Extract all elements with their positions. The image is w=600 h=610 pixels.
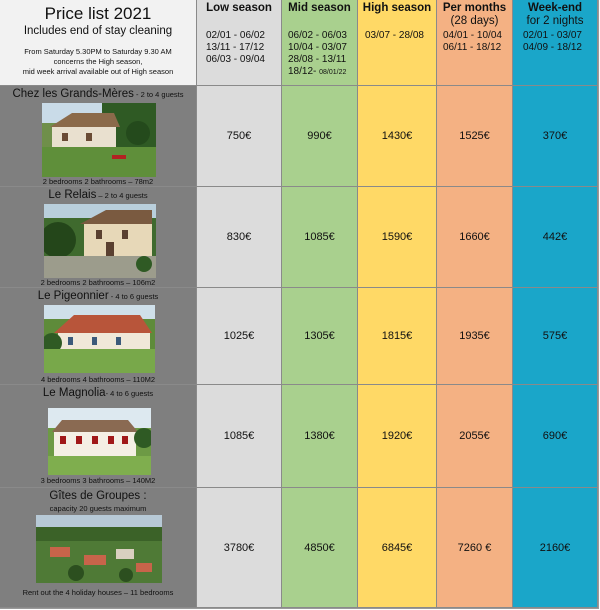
aerial-photo bbox=[36, 515, 162, 583]
price-cell: 6845€ bbox=[358, 488, 437, 608]
price-cell: 1660€ bbox=[437, 187, 513, 288]
high-season-header bbox=[358, 0, 437, 86]
property-cell-le-relais bbox=[0, 187, 197, 288]
property-name: Le Relais – 2 to 4 guests bbox=[48, 189, 148, 201]
price-cell: 370€ bbox=[513, 86, 598, 187]
price-cell: 1525€ bbox=[437, 86, 513, 187]
price-cell: 1085€ bbox=[282, 187, 358, 288]
price-cell: 830€ bbox=[197, 187, 282, 288]
mid-week-note: mid week arrival available out of High season bbox=[22, 67, 174, 76]
property-cell-le-pigeonnier bbox=[0, 288, 197, 385]
property-cell-grands-meres bbox=[0, 86, 197, 187]
season-dates: 02/01 - 06/02 13/11 - 17/12 06/03 - 09/04 bbox=[206, 30, 265, 65]
property-name: Le Pigeonnier - 4 to 6 guests bbox=[37, 290, 159, 302]
price-cell: 690€ bbox=[513, 385, 598, 488]
high-season-note: concerns the High season, bbox=[53, 57, 143, 66]
property-name: Gîtes de Groupes : bbox=[49, 490, 147, 502]
price-cell: 575€ bbox=[513, 288, 598, 385]
column-label: Per months bbox=[442, 2, 507, 14]
price-cell: 1380€ bbox=[282, 385, 358, 488]
column-label: Low season bbox=[206, 2, 272, 14]
property-details: 4 bedrooms 4 bathrooms – 110M2 bbox=[40, 375, 156, 384]
price-cell: 7260 € bbox=[437, 488, 513, 608]
price-cell: 2160€ bbox=[513, 488, 598, 608]
house-photo bbox=[44, 204, 156, 278]
season-dates: 06/02 - 06/03 10/04 - 03/07 28/08 - 13/11 18/12- 08/01/22 bbox=[288, 30, 347, 77]
property-details: Rent out the 4 holiday houses – 11 bedrooms bbox=[22, 588, 174, 597]
house-photo bbox=[42, 103, 156, 177]
capacity-note: capacity 20 guests maximum bbox=[49, 504, 147, 513]
week-end-header bbox=[513, 0, 598, 86]
house-photo bbox=[44, 305, 155, 373]
column-label: Week-end bbox=[527, 2, 583, 14]
header-title-cell bbox=[0, 0, 197, 86]
price-cell: 4850€ bbox=[282, 488, 358, 608]
mid-season-header bbox=[282, 0, 358, 86]
page-title: Price list 2021 bbox=[44, 4, 152, 23]
low-season-header bbox=[197, 0, 282, 86]
property-cell-gites-de-groupes bbox=[0, 488, 197, 608]
price-cell: 750€ bbox=[197, 86, 282, 187]
per-months-header bbox=[437, 0, 513, 86]
property-details: 3 bedrooms 3 bathrooms – 140M2 bbox=[40, 476, 156, 485]
price-cell: 1935€ bbox=[437, 288, 513, 385]
property-cell-le-magnolia bbox=[0, 385, 197, 488]
price-cell: 1305€ bbox=[282, 288, 358, 385]
season-dates: 03/07 - 28/08 bbox=[365, 30, 424, 41]
price-cell: 1815€ bbox=[358, 288, 437, 385]
season-dates: 04/01 - 10/04 06/11 - 18/12 bbox=[443, 30, 502, 53]
cleaning-note: Includes end of stay cleaning bbox=[23, 25, 173, 37]
stay-hours-note: From Saturday 5.30PM to Saturday 9.30 AM bbox=[24, 47, 172, 56]
price-cell: 990€ bbox=[282, 86, 358, 187]
price-cell: 1590€ bbox=[358, 187, 437, 288]
column-label: Mid season bbox=[288, 2, 351, 14]
price-cell: 2055€ bbox=[437, 385, 513, 488]
property-details: 2 bedrooms 2 bathrooms – 78m2 bbox=[42, 177, 154, 186]
column-sublabel: (28 days) bbox=[450, 15, 499, 27]
price-cell: 1430€ bbox=[358, 86, 437, 187]
column-label: High season bbox=[362, 2, 432, 14]
price-cell: 1920€ bbox=[358, 385, 437, 488]
property-details: 2 bedrooms 2 bathrooms – 106m2 bbox=[40, 278, 156, 287]
price-cell: 442€ bbox=[513, 187, 598, 288]
price-cell: 3780€ bbox=[197, 488, 282, 608]
column-sublabel: for 2 nights bbox=[526, 15, 584, 27]
season-dates: 02/01 - 03/07 04/09 - 18/12 bbox=[523, 30, 582, 53]
property-name: Chez les Grands-Mères - 2 to 4 guests bbox=[12, 88, 184, 100]
property-name: Le Magnolia- 4 to 6 guests bbox=[42, 387, 154, 399]
price-cell: 1025€ bbox=[197, 288, 282, 385]
price-cell: 1085€ bbox=[197, 385, 282, 488]
house-photo bbox=[48, 408, 151, 475]
